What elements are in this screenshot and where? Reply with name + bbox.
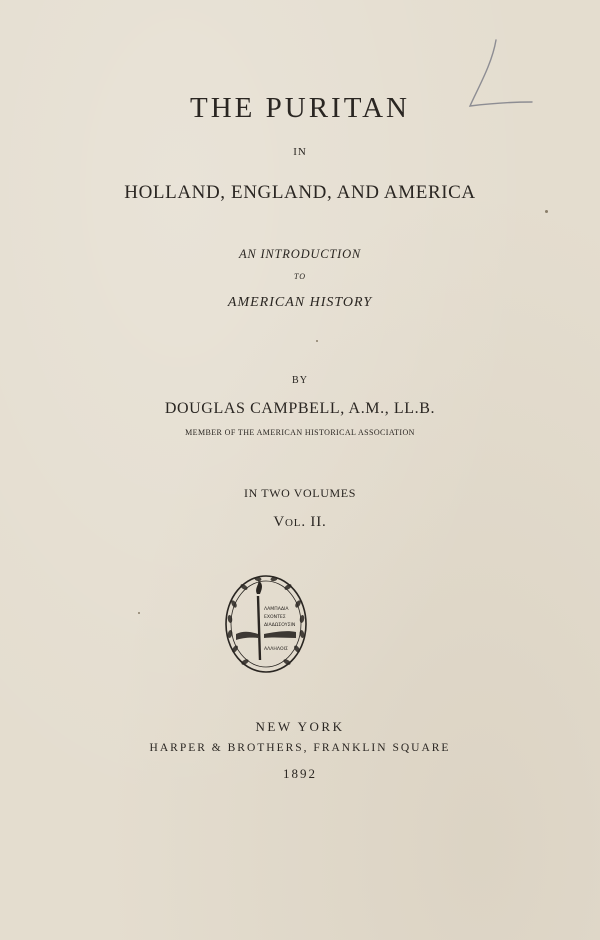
places-text: HOLLAND, ENGLAND, AND AMERICA xyxy=(124,182,476,203)
intro-line: AN INTRODUCTION xyxy=(238,247,362,261)
seal-inscription-4: ΑΛΛΗΛΟΙΣ xyxy=(264,647,288,652)
paper-speck xyxy=(138,612,140,614)
author-affiliation: MEMBER OF THE AMERICAN HISTORICAL ASSOCIATION xyxy=(185,428,415,437)
publisher-seal-icon xyxy=(224,574,308,674)
paper-speck xyxy=(545,210,548,213)
volume-count: IN TWO VOLUMES xyxy=(244,486,356,500)
seal-inscription-3: ΔΙΑΔΩΣΟΥΣΙΝ xyxy=(264,623,296,628)
author-name: DOUGLAS CAMPBELL, A.M., LL.B. xyxy=(164,400,436,417)
imprint-city: NEW YORK xyxy=(255,719,345,734)
seal-inscription-2: ΕΧΟΝΤΕΣ xyxy=(264,615,286,620)
paper-speck xyxy=(316,340,318,342)
imprint-publisher: HARPER & BROTHERS, FRANKLIN SQUARE xyxy=(149,742,451,754)
to-connector: TO xyxy=(293,272,307,281)
book-title: THE PURITAN xyxy=(190,92,410,124)
volume-number: Vol. II. xyxy=(273,514,327,530)
subject-line: AMERICAN HISTORY xyxy=(227,295,373,310)
by-connector: BY xyxy=(292,375,308,386)
places-subtitle xyxy=(0,182,600,204)
in-connector xyxy=(0,146,600,158)
imprint-year: 1892 xyxy=(283,766,317,781)
seal-inscription-1: ΛΑΜΠΑΔΙΑ xyxy=(264,607,289,612)
in-text: IN xyxy=(293,146,307,158)
